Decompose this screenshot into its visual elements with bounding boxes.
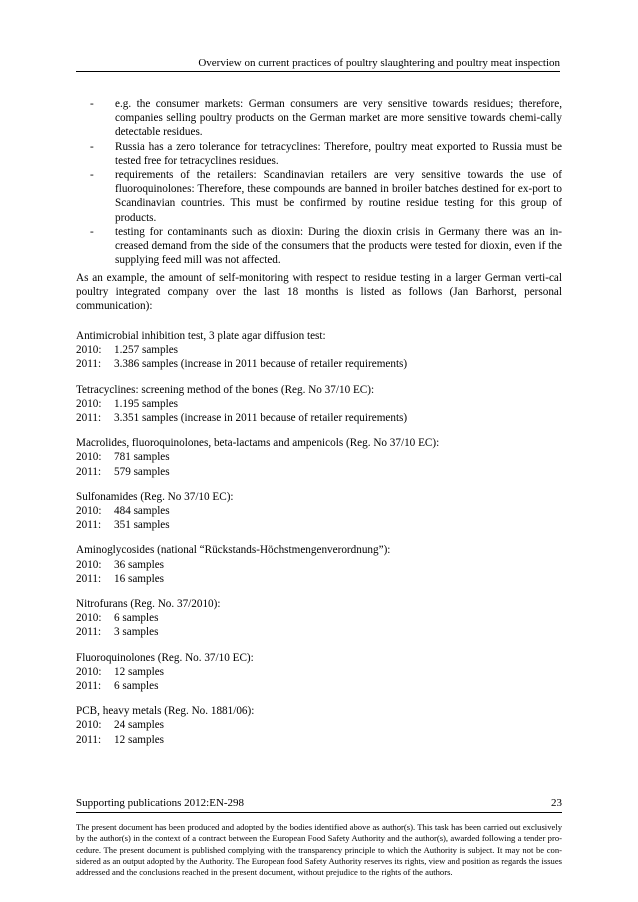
page-number: 23 (551, 797, 562, 809)
sample-count: 24 samples (114, 719, 165, 732)
sample-group (76, 383, 562, 426)
year-label: 2010: (76, 344, 102, 357)
sample-group (76, 543, 562, 586)
year-label: 2010: (76, 665, 102, 678)
sample-row-2011 (76, 518, 562, 532)
running-header: Overview on current practices of poultry slaughtering and poultry meat inspection (76, 57, 560, 72)
sample-count: 579 samples (114, 465, 170, 478)
sample-count: 1.195 samples (114, 397, 179, 410)
sample-row-2011 (76, 465, 562, 479)
sample-count: 3.386 samples (increase in 2011 because of retailer requirements) (114, 358, 408, 371)
footer-disclaimer: The present document has been produced and adopted by the bodies identified above as author(s). This task has been carried out exclusively by the author(s) in the context of a contract between the European Food Safety Authority and the author(s), awarded following a tender pro-cedure. The present document is published complying with the transparency principle to which the Authority is subject. It may not be con-sidered as an output adopted by the Authority. The European food Safety Authority reserves its rights, view and position as regards the issues addressed and the conclusions reached in the present document, without prejudice to the rights of the authors. (76, 822, 562, 878)
year-label: 2010: (76, 505, 102, 518)
footer-line (76, 796, 562, 810)
sample-count: 12 samples (114, 733, 165, 746)
sample-count: 351 samples (114, 519, 170, 532)
year-label: 2010: (76, 612, 102, 625)
publication-reference: Supporting publications 2012:EN-298 (76, 797, 245, 809)
sample-count: 781 samples (114, 451, 170, 464)
year-label: 2011: (76, 465, 102, 478)
year-label: 2011: (76, 733, 102, 746)
sample-row-2010 (76, 718, 562, 732)
sample-row-2011 (76, 572, 562, 586)
sample-count: 1.257 samples (114, 344, 179, 357)
year-label: 2011: (76, 412, 102, 425)
year-label: 2011: (76, 626, 102, 639)
sample-count: 3.351 samples (increase in 2011 because of retailer requirements) (114, 412, 408, 425)
year-label: 2011: (76, 358, 102, 371)
year-label: 2011: (76, 680, 102, 693)
sample-row-2010 (76, 665, 562, 679)
bullet-dash: - (90, 98, 94, 110)
sample-group (76, 597, 562, 640)
sample-row-2010 (76, 450, 562, 464)
sample-count: 36 samples (114, 558, 165, 571)
sample-group (76, 704, 562, 747)
sample-row-2010 (76, 558, 562, 572)
bullet-dash: - (90, 140, 94, 153)
group-title: PCB, heavy metals (Reg. No. 1881/06): (76, 705, 255, 718)
sample-row-2011 (76, 357, 562, 371)
sample-count: 484 samples (114, 505, 170, 518)
year-label: 2011: (76, 572, 102, 585)
year-label: 2010: (76, 397, 102, 410)
sample-groups (76, 329, 562, 758)
intro-paragraph: As an example, the amount of self-monitoring with respect to residue testing in a larger German verti-cal poultry integrated company over the last 18 months is listed as follows (Jan Barhorst, personal communication): (76, 272, 562, 313)
sample-row-2010 (76, 397, 562, 411)
bullet-list (90, 97, 562, 267)
sample-group (76, 651, 562, 694)
group-title: Aminoglycosides (national “Rückstands-Höchstmengenverordnung”): (76, 544, 391, 557)
year-label: 2010: (76, 451, 102, 464)
group-title: Antimicrobial inhibition test, 3 plate agar diffusion test: (76, 330, 326, 342)
list-item (90, 168, 562, 225)
bullet-dash: - (90, 225, 94, 238)
sample-row-2011 (76, 411, 562, 425)
group-title: Sulfonamides (Reg. No 37/10 EC): (76, 490, 234, 503)
bullet-text: Russia has a zero tolerance for tetracyclines: Therefore, poultry meat exported to Russia must be tested free for tetracyclines residues. (115, 140, 562, 167)
bullet-dash: - (90, 169, 94, 182)
sample-row-2011 (76, 625, 562, 639)
list-item (90, 97, 562, 140)
sample-row-2010 (76, 611, 562, 625)
sample-group (76, 490, 562, 533)
group-title: Tetracyclines: screening method of the bones (Reg. No 37/10 EC): (76, 383, 375, 396)
group-title: Nitrofurans (Reg. No. 37/2010): (76, 598, 221, 611)
sample-group (76, 329, 562, 372)
sample-count: 3 samples (114, 626, 159, 639)
sample-row-2010 (76, 343, 562, 357)
group-title: Macrolides, fluoroquinolones, beta-lactams and ampenicols (Reg. No 37/10 EC): (76, 437, 440, 450)
year-label: 2010: (76, 558, 102, 571)
sample-count: 16 samples (114, 572, 165, 585)
bullet-text: testing for contaminants such as dioxin: During the dioxin crisis in Germany there was an in-creased demand from the side of the consumers that the products were tested for dioxin, even if the supplying feed mill was not affected. (115, 225, 562, 267)
bullet-text: e.g. the consumer markets: German consumers are very sensitive towards residues; therefore, companies selling poultry products on the German market are more sensitive towards chemi-cally detectable residues. (115, 98, 562, 139)
sample-count: 6 samples (114, 680, 159, 693)
footer-rule (76, 812, 562, 813)
sample-count: 6 samples (114, 612, 159, 625)
group-title: Fluoroquinolones (Reg. No. 37/10 EC): (76, 651, 254, 664)
list-item (90, 140, 562, 168)
year-label: 2011: (76, 519, 102, 532)
bullet-text: requirements of the retailers: Scandinavian retailers are very sensitive towards the use of fluoroquinolones: Therefore, these compounds are banned in broiler batches destined for ex-port to Scandinavian countries. This must be confirmed by routine residue testing for this group of products. (115, 169, 562, 224)
sample-row-2011 (76, 733, 562, 747)
sample-count: 12 samples (114, 665, 165, 678)
sample-row-2010 (76, 504, 562, 518)
sample-row-2011 (76, 679, 562, 693)
sample-group (76, 436, 562, 479)
year-label: 2010: (76, 719, 102, 732)
list-item (90, 225, 562, 268)
